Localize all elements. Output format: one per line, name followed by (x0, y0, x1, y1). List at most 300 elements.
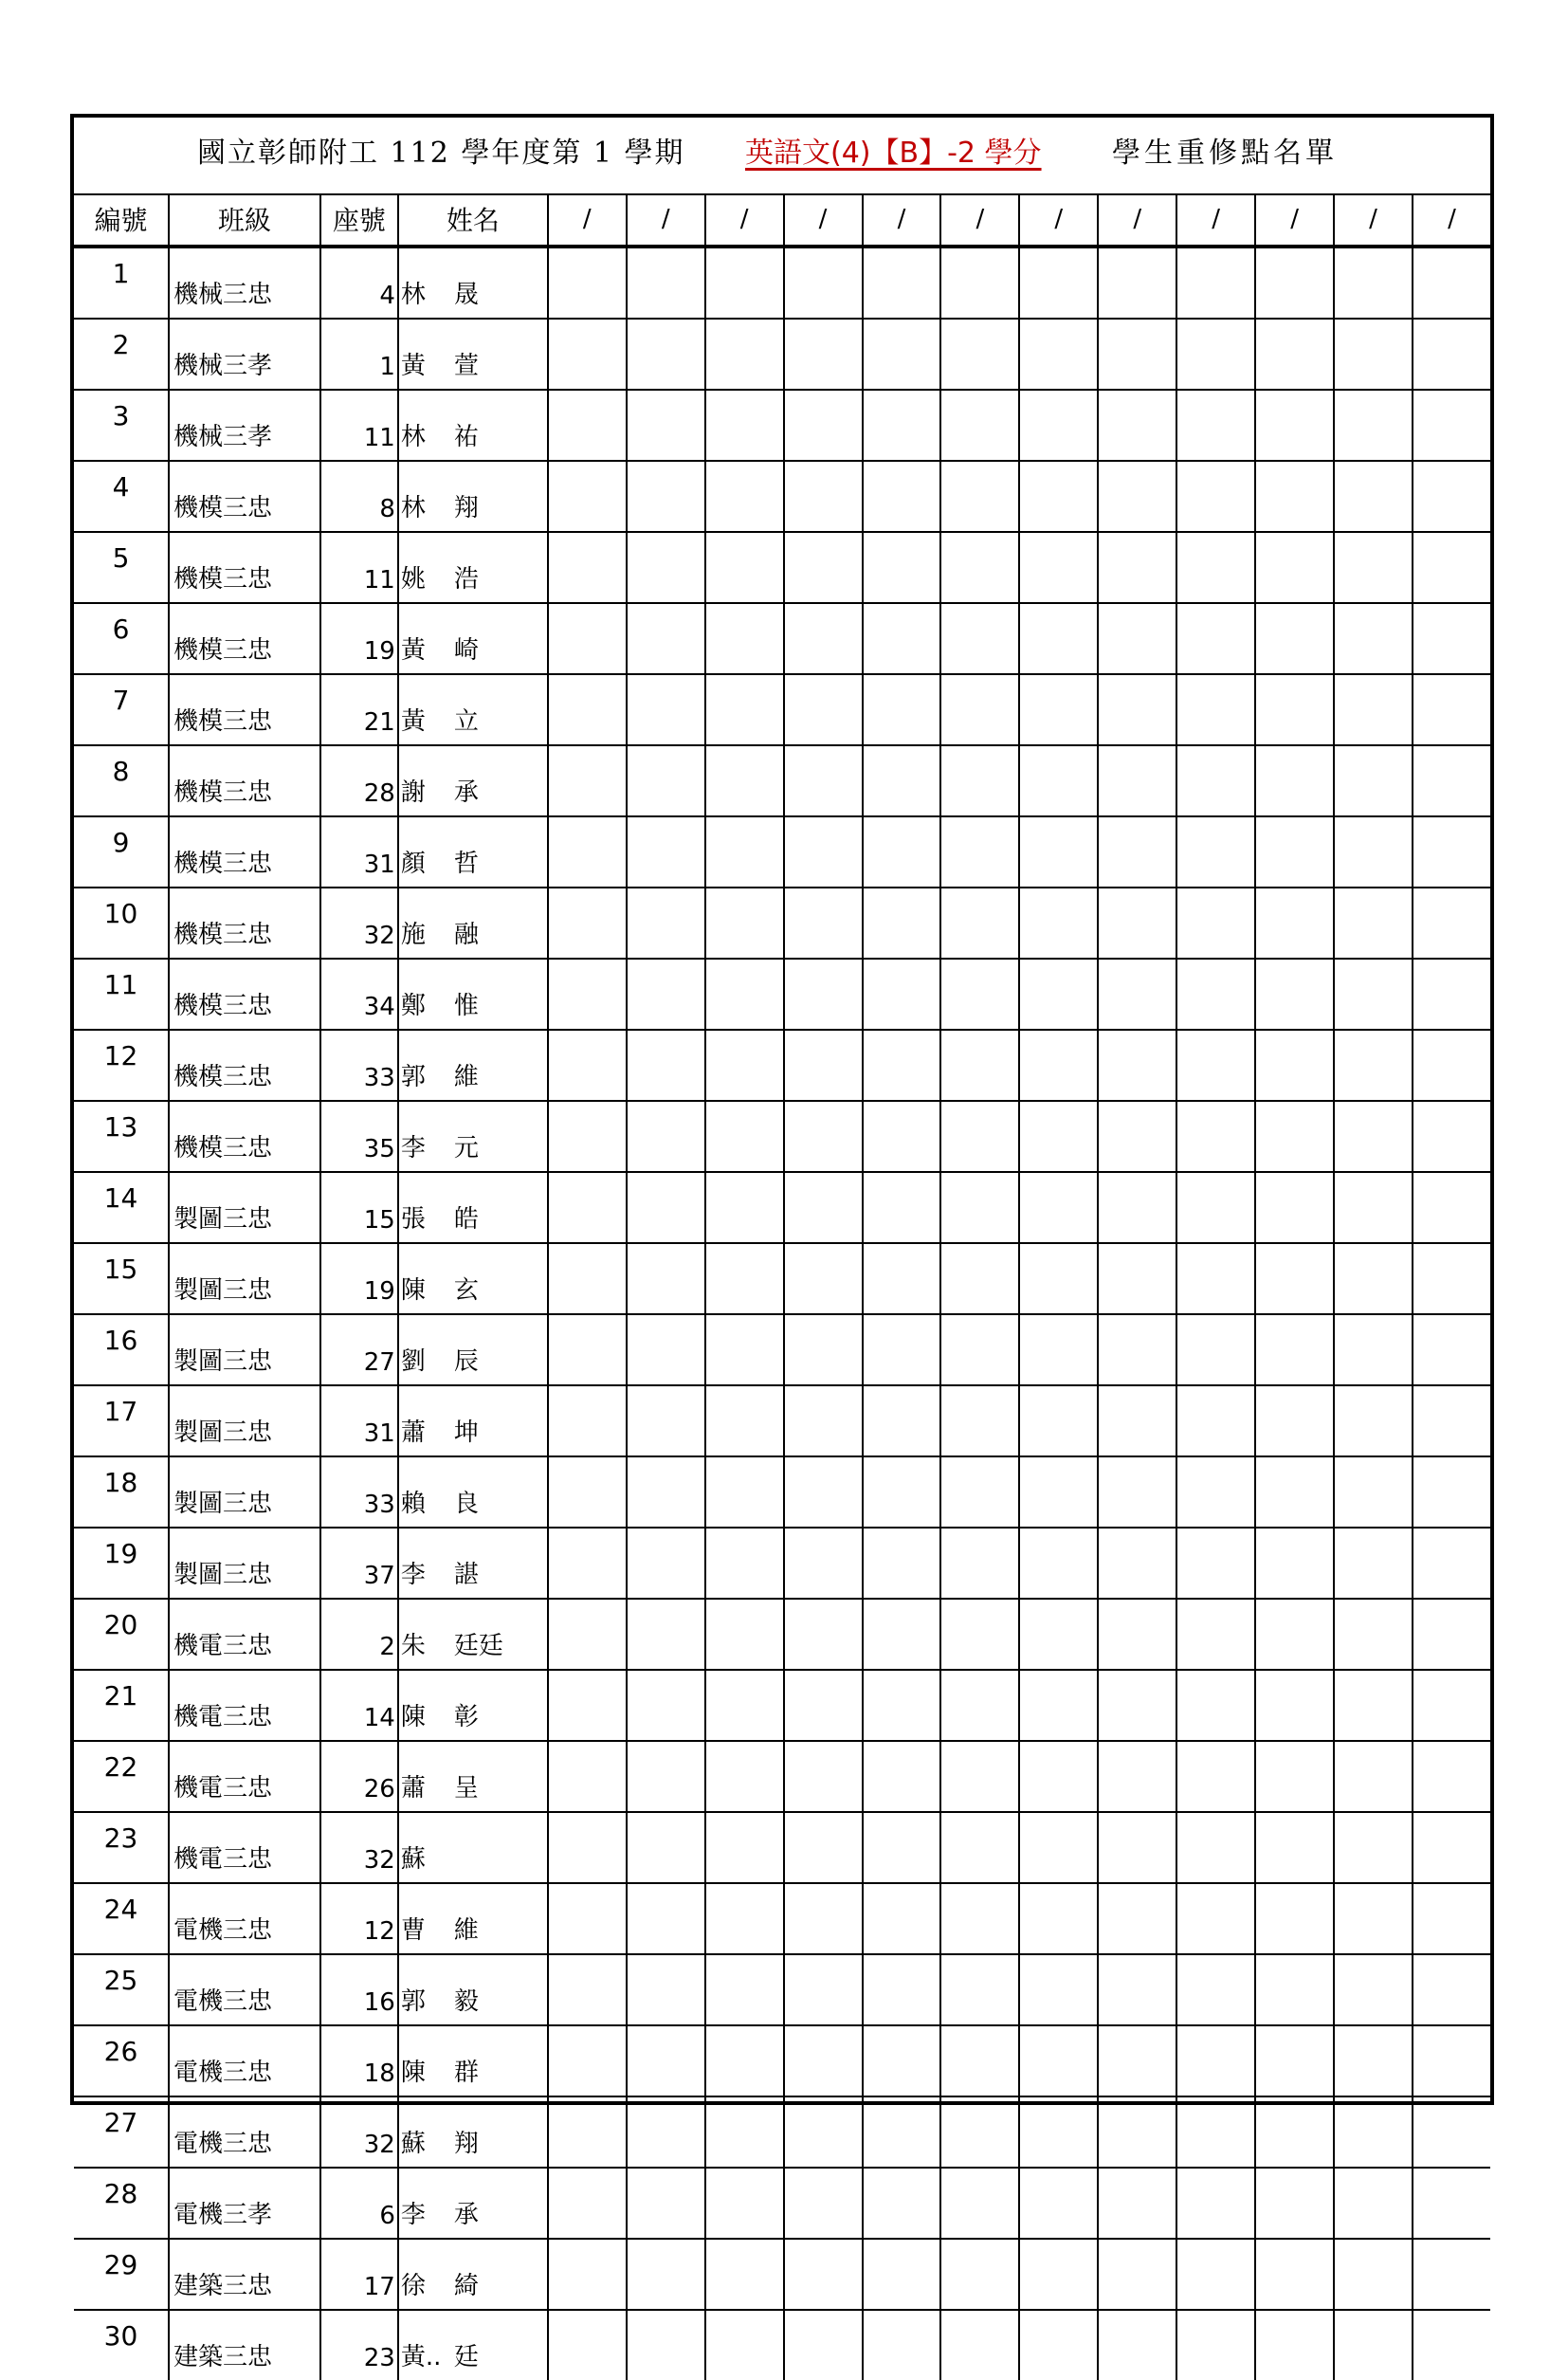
attendance-cell[interactable] (1098, 745, 1176, 816)
attendance-cell[interactable] (1334, 1599, 1413, 1670)
attendance-cell[interactable] (627, 2310, 705, 2380)
attendance-cell[interactable] (1019, 1456, 1098, 1528)
attendance-cell[interactable] (940, 247, 1019, 319)
attendance-cell[interactable] (627, 745, 705, 816)
attendance-cell[interactable] (1098, 319, 1176, 390)
attendance-cell[interactable] (548, 1172, 627, 1243)
attendance-cell[interactable] (1413, 2168, 1490, 2239)
attendance-cell[interactable] (1098, 603, 1176, 674)
attendance-cell[interactable] (1413, 1670, 1490, 1741)
attendance-cell[interactable] (1098, 816, 1176, 888)
attendance-cell[interactable] (548, 1741, 627, 1812)
attendance-cell[interactable] (1334, 2096, 1413, 2168)
attendance-cell[interactable] (940, 1741, 1019, 1812)
attendance-cell[interactable] (1413, 816, 1490, 888)
attendance-cell[interactable] (1019, 2310, 1098, 2380)
attendance-cell[interactable] (1413, 1101, 1490, 1172)
attendance-cell[interactable] (1255, 1812, 1334, 1883)
attendance-cell[interactable] (705, 603, 784, 674)
attendance-cell[interactable] (1019, 674, 1098, 745)
attendance-cell[interactable] (940, 674, 1019, 745)
attendance-cell[interactable] (1413, 2239, 1490, 2310)
attendance-cell[interactable] (548, 461, 627, 532)
attendance-cell[interactable] (627, 2096, 705, 2168)
attendance-cell[interactable] (1098, 390, 1176, 461)
attendance-cell[interactable] (1413, 1883, 1490, 1954)
attendance-cell[interactable] (940, 319, 1019, 390)
attendance-cell[interactable] (940, 1456, 1019, 1528)
attendance-cell[interactable] (1176, 1385, 1255, 1456)
attendance-cell[interactable] (1176, 1243, 1255, 1314)
attendance-cell[interactable] (705, 2239, 784, 2310)
attendance-cell[interactable] (784, 2096, 863, 2168)
attendance-cell[interactable] (1176, 1528, 1255, 1599)
attendance-cell[interactable] (1176, 1954, 1255, 2025)
attendance-cell[interactable] (940, 1812, 1019, 1883)
attendance-cell[interactable] (705, 1741, 784, 1812)
attendance-cell[interactable] (1098, 461, 1176, 532)
attendance-cell[interactable] (1334, 745, 1413, 816)
attendance-cell[interactable] (1413, 2310, 1490, 2380)
attendance-cell[interactable] (784, 1670, 863, 1741)
attendance-cell[interactable] (1019, 1314, 1098, 1385)
attendance-cell[interactable] (1334, 2168, 1413, 2239)
attendance-cell[interactable] (1413, 390, 1490, 461)
attendance-cell[interactable] (863, 1243, 941, 1314)
attendance-cell[interactable] (784, 1456, 863, 1528)
attendance-cell[interactable] (548, 319, 627, 390)
attendance-cell[interactable] (1413, 959, 1490, 1030)
attendance-cell[interactable] (1413, 745, 1490, 816)
attendance-cell[interactable] (863, 390, 941, 461)
attendance-cell[interactable] (548, 2096, 627, 2168)
attendance-cell[interactable] (1334, 888, 1413, 959)
attendance-cell[interactable] (705, 1456, 784, 1528)
attendance-cell[interactable] (705, 888, 784, 959)
attendance-cell[interactable] (1019, 2239, 1098, 2310)
attendance-cell[interactable] (1255, 1456, 1334, 1528)
attendance-cell[interactable] (705, 2025, 784, 2096)
attendance-cell[interactable] (1255, 532, 1334, 603)
attendance-cell[interactable] (1413, 247, 1490, 319)
attendance-cell[interactable] (1098, 1385, 1176, 1456)
attendance-cell[interactable] (940, 532, 1019, 603)
attendance-cell[interactable] (863, 2168, 941, 2239)
attendance-cell[interactable] (1334, 390, 1413, 461)
attendance-cell[interactable] (784, 1030, 863, 1101)
attendance-cell[interactable] (627, 319, 705, 390)
attendance-cell[interactable] (627, 1172, 705, 1243)
attendance-cell[interactable] (863, 603, 941, 674)
attendance-cell[interactable] (1255, 2096, 1334, 2168)
attendance-cell[interactable] (784, 1599, 863, 1670)
attendance-cell[interactable] (548, 2025, 627, 2096)
attendance-cell[interactable] (784, 390, 863, 461)
attendance-cell[interactable] (627, 1883, 705, 1954)
attendance-cell[interactable] (784, 319, 863, 390)
attendance-cell[interactable] (863, 1101, 941, 1172)
attendance-cell[interactable] (1255, 2239, 1334, 2310)
attendance-cell[interactable] (1334, 603, 1413, 674)
attendance-cell[interactable] (1255, 461, 1334, 532)
attendance-cell[interactable] (548, 888, 627, 959)
attendance-cell[interactable] (784, 1385, 863, 1456)
attendance-cell[interactable] (1255, 1101, 1334, 1172)
attendance-cell[interactable] (705, 1954, 784, 2025)
attendance-cell[interactable] (940, 1528, 1019, 1599)
attendance-cell[interactable] (784, 816, 863, 888)
attendance-cell[interactable] (705, 532, 784, 603)
attendance-cell[interactable] (940, 2239, 1019, 2310)
attendance-cell[interactable] (705, 2168, 784, 2239)
attendance-cell[interactable] (1176, 1030, 1255, 1101)
attendance-cell[interactable] (1019, 461, 1098, 532)
attendance-cell[interactable] (1098, 1883, 1176, 1954)
attendance-cell[interactable] (1176, 461, 1255, 532)
attendance-cell[interactable] (1019, 1030, 1098, 1101)
attendance-cell[interactable] (705, 674, 784, 745)
attendance-cell[interactable] (705, 2096, 784, 2168)
attendance-cell[interactable] (1098, 888, 1176, 959)
attendance-cell[interactable] (863, 1954, 941, 2025)
attendance-cell[interactable] (1334, 959, 1413, 1030)
attendance-cell[interactable] (1334, 1385, 1413, 1456)
attendance-cell[interactable] (1255, 1954, 1334, 2025)
attendance-cell[interactable] (1176, 1456, 1255, 1528)
attendance-cell[interactable] (1019, 2168, 1098, 2239)
attendance-cell[interactable] (1019, 247, 1098, 319)
attendance-cell[interactable] (548, 745, 627, 816)
attendance-cell[interactable] (1019, 959, 1098, 1030)
attendance-cell[interactable] (627, 390, 705, 461)
attendance-cell[interactable] (1098, 1599, 1176, 1670)
attendance-cell[interactable] (1019, 1101, 1098, 1172)
attendance-cell[interactable] (705, 1243, 784, 1314)
attendance-cell[interactable] (863, 745, 941, 816)
attendance-cell[interactable] (940, 1314, 1019, 1385)
attendance-cell[interactable] (1413, 1456, 1490, 1528)
attendance-cell[interactable] (1255, 1172, 1334, 1243)
attendance-cell[interactable] (863, 816, 941, 888)
attendance-cell[interactable] (548, 959, 627, 1030)
attendance-cell[interactable] (627, 1456, 705, 1528)
attendance-cell[interactable] (1334, 1528, 1413, 1599)
attendance-cell[interactable] (1255, 2168, 1334, 2239)
attendance-cell[interactable] (1176, 2096, 1255, 2168)
attendance-cell[interactable] (627, 1812, 705, 1883)
attendance-cell[interactable] (1098, 1243, 1176, 1314)
attendance-cell[interactable] (548, 2310, 627, 2380)
attendance-cell[interactable] (1176, 2239, 1255, 2310)
attendance-cell[interactable] (705, 1314, 784, 1385)
attendance-cell[interactable] (1019, 888, 1098, 959)
attendance-cell[interactable] (940, 1599, 1019, 1670)
attendance-cell[interactable] (627, 1314, 705, 1385)
attendance-cell[interactable] (1176, 319, 1255, 390)
attendance-cell[interactable] (548, 390, 627, 461)
attendance-cell[interactable] (940, 390, 1019, 461)
attendance-cell[interactable] (1019, 1670, 1098, 1741)
attendance-cell[interactable] (940, 603, 1019, 674)
attendance-cell[interactable] (1413, 1172, 1490, 1243)
attendance-cell[interactable] (627, 1599, 705, 1670)
attendance-cell[interactable] (1019, 319, 1098, 390)
attendance-cell[interactable] (1334, 461, 1413, 532)
attendance-cell[interactable] (627, 959, 705, 1030)
attendance-cell[interactable] (1334, 2239, 1413, 2310)
attendance-cell[interactable] (705, 1101, 784, 1172)
attendance-cell[interactable] (1255, 2310, 1334, 2380)
attendance-cell[interactable] (1176, 532, 1255, 603)
attendance-cell[interactable] (1334, 247, 1413, 319)
attendance-cell[interactable] (548, 1456, 627, 1528)
attendance-cell[interactable] (863, 959, 941, 1030)
attendance-cell[interactable] (1019, 603, 1098, 674)
attendance-cell[interactable] (863, 1385, 941, 1456)
attendance-cell[interactable] (705, 1030, 784, 1101)
attendance-cell[interactable] (705, 1883, 784, 1954)
attendance-cell[interactable] (627, 603, 705, 674)
attendance-cell[interactable] (1176, 1101, 1255, 1172)
attendance-cell[interactable] (940, 816, 1019, 888)
attendance-cell[interactable] (1255, 1741, 1334, 1812)
attendance-cell[interactable] (1255, 816, 1334, 888)
attendance-cell[interactable] (784, 532, 863, 603)
attendance-cell[interactable] (1334, 1812, 1413, 1883)
attendance-cell[interactable] (1019, 1243, 1098, 1314)
attendance-cell[interactable] (1255, 888, 1334, 959)
attendance-cell[interactable] (940, 2168, 1019, 2239)
attendance-cell[interactable] (1098, 1812, 1176, 1883)
attendance-cell[interactable] (548, 1528, 627, 1599)
attendance-cell[interactable] (627, 1101, 705, 1172)
attendance-cell[interactable] (1098, 1030, 1176, 1101)
attendance-cell[interactable] (705, 959, 784, 1030)
attendance-cell[interactable] (1176, 2025, 1255, 2096)
attendance-cell[interactable] (1019, 1954, 1098, 2025)
attendance-cell[interactable] (863, 1314, 941, 1385)
attendance-cell[interactable] (940, 1670, 1019, 1741)
attendance-cell[interactable] (1176, 1741, 1255, 1812)
attendance-cell[interactable] (784, 1172, 863, 1243)
attendance-cell[interactable] (1176, 1883, 1255, 1954)
attendance-cell[interactable] (1413, 1030, 1490, 1101)
attendance-cell[interactable] (705, 1670, 784, 1741)
attendance-cell[interactable] (1176, 2310, 1255, 2380)
attendance-cell[interactable] (1176, 2168, 1255, 2239)
attendance-cell[interactable] (1098, 2239, 1176, 2310)
attendance-cell[interactable] (1176, 816, 1255, 888)
attendance-cell[interactable] (784, 2025, 863, 2096)
attendance-cell[interactable] (1176, 390, 1255, 461)
attendance-cell[interactable] (1176, 603, 1255, 674)
attendance-cell[interactable] (1334, 2310, 1413, 2380)
attendance-cell[interactable] (1255, 1243, 1334, 1314)
attendance-cell[interactable] (940, 461, 1019, 532)
attendance-cell[interactable] (784, 888, 863, 959)
attendance-cell[interactable] (1413, 888, 1490, 959)
attendance-cell[interactable] (1098, 959, 1176, 1030)
attendance-cell[interactable] (784, 1101, 863, 1172)
attendance-cell[interactable] (863, 2096, 941, 2168)
attendance-cell[interactable] (784, 1243, 863, 1314)
attendance-cell[interactable] (705, 1385, 784, 1456)
attendance-cell[interactable] (1334, 1883, 1413, 1954)
attendance-cell[interactable] (1019, 1741, 1098, 1812)
attendance-cell[interactable] (863, 1172, 941, 1243)
attendance-cell[interactable] (1098, 2310, 1176, 2380)
attendance-cell[interactable] (784, 1954, 863, 2025)
attendance-cell[interactable] (627, 2025, 705, 2096)
attendance-cell[interactable] (940, 1172, 1019, 1243)
attendance-cell[interactable] (1019, 1812, 1098, 1883)
attendance-cell[interactable] (627, 532, 705, 603)
attendance-cell[interactable] (1019, 1528, 1098, 1599)
attendance-cell[interactable] (1019, 1883, 1098, 1954)
attendance-cell[interactable] (784, 1883, 863, 1954)
attendance-cell[interactable] (1334, 674, 1413, 745)
attendance-cell[interactable] (705, 390, 784, 461)
attendance-cell[interactable] (548, 1812, 627, 1883)
attendance-cell[interactable] (705, 816, 784, 888)
attendance-cell[interactable] (940, 2025, 1019, 2096)
attendance-cell[interactable] (548, 2168, 627, 2239)
attendance-cell[interactable] (1019, 1599, 1098, 1670)
attendance-cell[interactable] (940, 745, 1019, 816)
attendance-cell[interactable] (784, 674, 863, 745)
attendance-cell[interactable] (627, 1030, 705, 1101)
attendance-cell[interactable] (1255, 1030, 1334, 1101)
attendance-cell[interactable] (784, 1314, 863, 1385)
attendance-cell[interactable] (863, 888, 941, 959)
attendance-cell[interactable] (1255, 390, 1334, 461)
attendance-cell[interactable] (627, 2239, 705, 2310)
attendance-cell[interactable] (940, 1030, 1019, 1101)
attendance-cell[interactable] (1098, 1456, 1176, 1528)
attendance-cell[interactable] (863, 461, 941, 532)
attendance-cell[interactable] (863, 1030, 941, 1101)
attendance-cell[interactable] (1176, 1599, 1255, 1670)
attendance-cell[interactable] (548, 816, 627, 888)
attendance-cell[interactable] (627, 888, 705, 959)
attendance-cell[interactable] (1334, 816, 1413, 888)
attendance-cell[interactable] (940, 1883, 1019, 1954)
attendance-cell[interactable] (705, 319, 784, 390)
attendance-cell[interactable] (1413, 1741, 1490, 1812)
attendance-cell[interactable] (940, 2310, 1019, 2380)
attendance-cell[interactable] (548, 2239, 627, 2310)
attendance-cell[interactable] (1334, 1741, 1413, 1812)
attendance-cell[interactable] (1098, 1101, 1176, 1172)
attendance-cell[interactable] (1176, 888, 1255, 959)
attendance-cell[interactable] (1019, 532, 1098, 603)
attendance-cell[interactable] (1413, 532, 1490, 603)
attendance-cell[interactable] (1334, 1030, 1413, 1101)
attendance-cell[interactable] (1176, 1812, 1255, 1883)
attendance-cell[interactable] (1334, 1954, 1413, 2025)
attendance-cell[interactable] (705, 745, 784, 816)
attendance-cell[interactable] (1176, 1670, 1255, 1741)
attendance-cell[interactable] (627, 1741, 705, 1812)
attendance-cell[interactable] (784, 2239, 863, 2310)
attendance-cell[interactable] (1019, 1172, 1098, 1243)
attendance-cell[interactable] (1413, 2096, 1490, 2168)
attendance-cell[interactable] (705, 1812, 784, 1883)
attendance-cell[interactable] (705, 1172, 784, 1243)
attendance-cell[interactable] (627, 247, 705, 319)
attendance-cell[interactable] (784, 2168, 863, 2239)
attendance-cell[interactable] (863, 1670, 941, 1741)
attendance-cell[interactable] (1413, 319, 1490, 390)
attendance-cell[interactable] (863, 1456, 941, 1528)
attendance-cell[interactable] (1413, 1314, 1490, 1385)
attendance-cell[interactable] (1334, 532, 1413, 603)
attendance-cell[interactable] (627, 674, 705, 745)
attendance-cell[interactable] (784, 603, 863, 674)
attendance-cell[interactable] (548, 674, 627, 745)
attendance-cell[interactable] (627, 1243, 705, 1314)
attendance-cell[interactable] (940, 1385, 1019, 1456)
attendance-cell[interactable] (1019, 390, 1098, 461)
attendance-cell[interactable] (1176, 959, 1255, 1030)
attendance-cell[interactable] (548, 1385, 627, 1456)
attendance-cell[interactable] (1176, 674, 1255, 745)
attendance-cell[interactable] (863, 247, 941, 319)
attendance-cell[interactable] (705, 461, 784, 532)
attendance-cell[interactable] (1255, 1883, 1334, 1954)
attendance-cell[interactable] (1098, 247, 1176, 319)
attendance-cell[interactable] (1413, 1385, 1490, 1456)
attendance-cell[interactable] (1098, 532, 1176, 603)
attendance-cell[interactable] (627, 1385, 705, 1456)
attendance-cell[interactable] (1098, 2168, 1176, 2239)
attendance-cell[interactable] (784, 959, 863, 1030)
attendance-cell[interactable] (1334, 1243, 1413, 1314)
attendance-cell[interactable] (940, 1954, 1019, 2025)
attendance-cell[interactable] (705, 2310, 784, 2380)
attendance-cell[interactable] (784, 1528, 863, 1599)
attendance-cell[interactable] (627, 1670, 705, 1741)
attendance-cell[interactable] (1019, 1385, 1098, 1456)
attendance-cell[interactable] (784, 247, 863, 319)
attendance-cell[interactable] (1334, 1456, 1413, 1528)
attendance-cell[interactable] (1176, 1172, 1255, 1243)
attendance-cell[interactable] (863, 2239, 941, 2310)
attendance-cell[interactable] (1334, 319, 1413, 390)
attendance-cell[interactable] (1255, 2025, 1334, 2096)
attendance-cell[interactable] (1334, 1101, 1413, 1172)
attendance-cell[interactable] (705, 1528, 784, 1599)
attendance-cell[interactable] (548, 1954, 627, 2025)
attendance-cell[interactable] (548, 1314, 627, 1385)
attendance-cell[interactable] (1413, 1528, 1490, 1599)
attendance-cell[interactable] (548, 1670, 627, 1741)
attendance-cell[interactable] (1176, 247, 1255, 319)
attendance-cell[interactable] (863, 319, 941, 390)
attendance-cell[interactable] (627, 1954, 705, 2025)
attendance-cell[interactable] (784, 1812, 863, 1883)
attendance-cell[interactable] (1413, 603, 1490, 674)
attendance-cell[interactable] (1019, 816, 1098, 888)
attendance-cell[interactable] (863, 1741, 941, 1812)
attendance-cell[interactable] (784, 461, 863, 532)
attendance-cell[interactable] (1255, 674, 1334, 745)
attendance-cell[interactable] (1255, 603, 1334, 674)
attendance-cell[interactable] (1255, 745, 1334, 816)
attendance-cell[interactable] (940, 888, 1019, 959)
attendance-cell[interactable] (1098, 2025, 1176, 2096)
attendance-cell[interactable] (863, 2025, 941, 2096)
